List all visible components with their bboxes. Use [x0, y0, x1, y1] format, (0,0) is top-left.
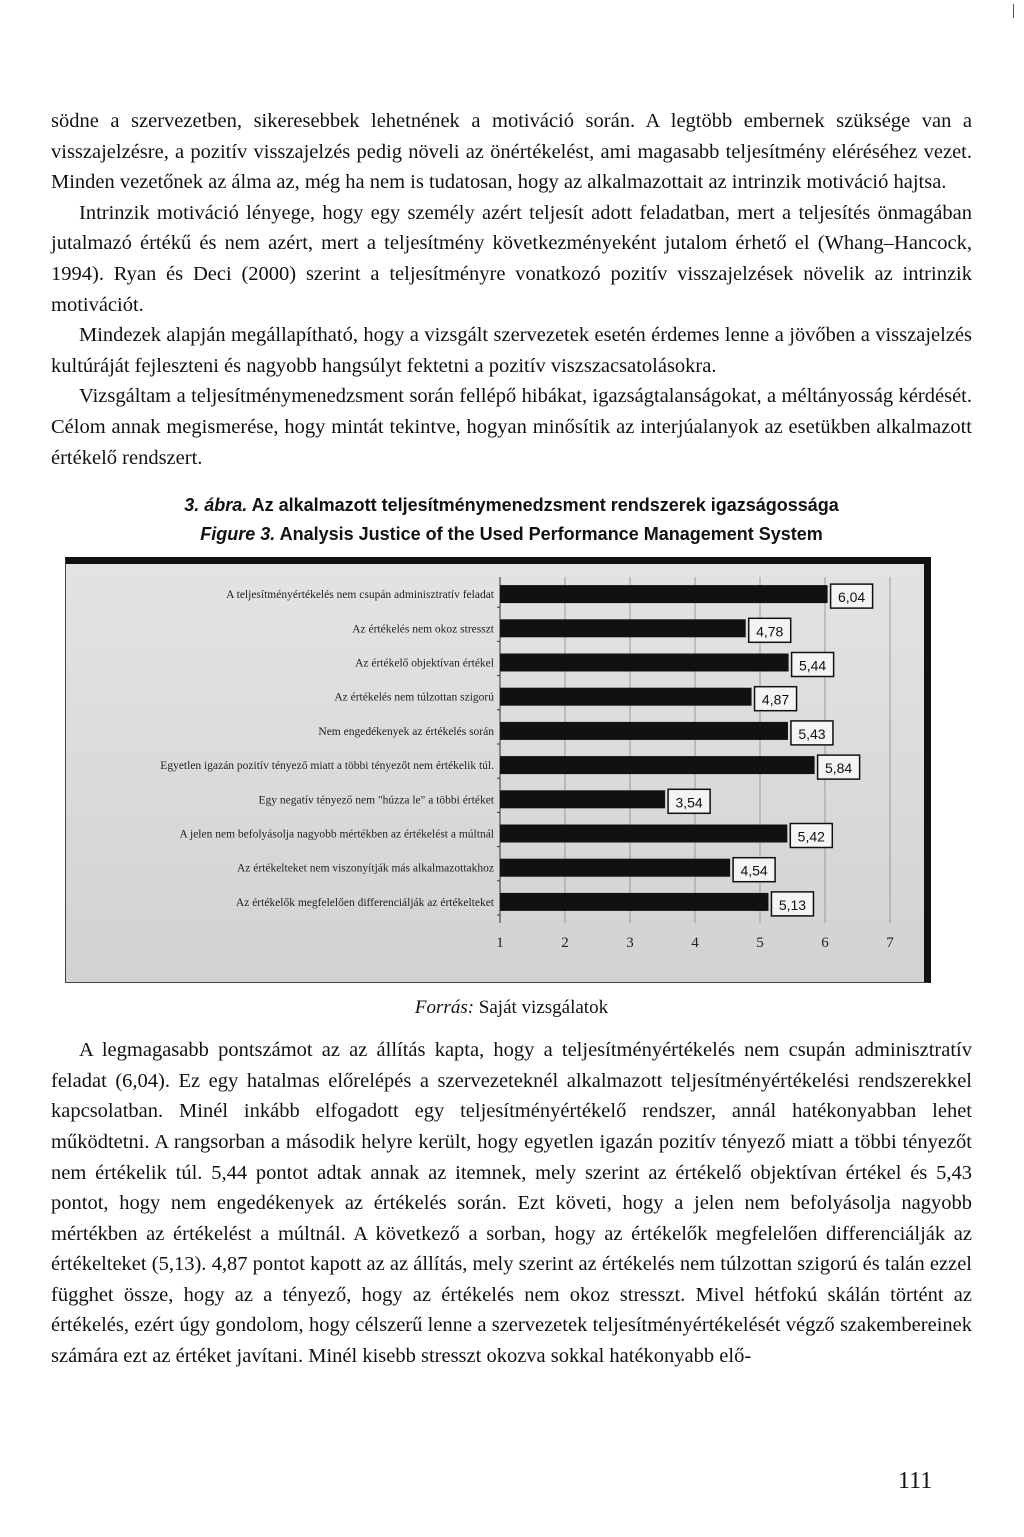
corner-mark [1013, 4, 1014, 18]
figure [65, 557, 937, 983]
bar [500, 756, 815, 774]
data-label: 5,43 [798, 726, 826, 743]
data-label: 5,42 [797, 828, 825, 845]
bar [500, 619, 746, 637]
data-label: 4,78 [756, 623, 784, 640]
page-number: 111 [898, 1468, 933, 1494]
x-tick-label: 6 [821, 935, 829, 952]
bar [500, 654, 789, 672]
x-tick-label: 7 [886, 935, 894, 952]
data-label: 4,87 [761, 691, 790, 708]
x-tick-label: 1 [496, 935, 504, 952]
paragraph-2: Intrinzik motiváció lényege, hogy egy személy azért teljesít adott feladatban, mert a teljesítés önmagában jutalmazó értékű és nem azért, mert a teljesítmény következményeként jutalom érhető el (Whang–Hancock, 1994). Ryan és Deci (2000) szerint a teljesítményre vonatkozó pozitív visszajelzések növelik az intrinzik motivációt. [51, 201, 972, 316]
bar [500, 790, 665, 808]
figure-title-en: Analysis Justice of the Used Performance Management System [279, 524, 823, 545]
category-label: A teljesítményértékelés nem csupán adminisztratív feladat [226, 589, 494, 602]
x-tick-label: 2 [561, 935, 569, 952]
bar [500, 688, 752, 706]
bar [500, 825, 787, 843]
figure-number-en: Figure 3. [200, 524, 276, 545]
x-tick-label: 4 [691, 935, 699, 952]
data-label: 6,04 [837, 589, 866, 606]
paragraph-5: A legmagasabb pontszámot az az állítás kapta, hogy a teljesítményértékelés nem csupán adminisztratív feladat (6,04). Ez egy hatalmas előrelépés a szervezeteknél alkalmazott teljesítményértékelési rendszerekkel kapcsolatban. Minél inkább elfogadott egy teljesítményértékelő rendszer, annál hatékonyabban lehet működtetni. A rangsorban a második helyre került, hogy egyetlen igazán pozitív tényező miatt a többi tényezőt nem értékelik túl. 5,44 pontot adtak annak az itemnek, mely szerint az értékelő objektívan értékel és 5,43 pontot, hogy nem engedékenyek az értékelés során. Ezt követi, hogy a jelen nem befolyásolja nagyobb mértékben az értékelést a múltnál. A következő a sorban, hogy az értékelők megfelelően differenciálják az értékelteket (5,13). 4,87 pontot kapott az az állítás, mely szerint az értékelés nem túlzottan szigorú és talán ezzel függhet össze, hogy az a tényező, hogy az értékelés nem okoz stresszt. Mivel hétfokú skálán történt az értékelés, ezért úgy gondolom, hogy célszerű lenne a szervezetek teljesítményértékelését végző szakembereinek számára ezt az értéket javítani. Minél kisebb stresszt okozva sokkal hatékonyabb elő- [51, 1039, 972, 1368]
source-label: Forrás: [414, 997, 475, 1019]
data-label: 3,54 [675, 794, 703, 811]
figure-caption-hu [51, 491, 972, 520]
bar-chart [65, 557, 931, 983]
bar [500, 859, 730, 877]
x-tick-label: 5 [756, 935, 764, 952]
figure-title-hu: Az alkalmazott teljesítménymenedzsment rendszerek igazságossága [251, 495, 839, 516]
source-text: Saját vizsgálatok [474, 997, 609, 1019]
category-label: Az értékelés nem okoz stresszt [352, 623, 494, 636]
figure-source [51, 997, 972, 1019]
figure-caption-en [51, 520, 972, 549]
category-label: Az értékelés nem túlzottan szigorú [334, 691, 494, 704]
data-label: 5,44 [798, 657, 827, 674]
paragraph-4: Vizsgáltam a teljesítménymenedzsment során fellépő hibákat, igazságtalanságokat, a méltányosság kérdését. Célom annak megismerése, hogy mintát tekintve, hogyan minősítik az interjúalanyok az esetükben alkalmazott értékelő rendszert. [51, 385, 972, 469]
category-label: Az értékelteket nem viszonyítják más alkalmazottakhoz [236, 862, 494, 875]
category-label: Egyetlen igazán pozitív tényező miatt a többi tényezőt nem értékelik túl. [160, 760, 494, 773]
data-label: 4,54 [740, 862, 768, 879]
data-label: 5,13 [778, 897, 807, 914]
category-label: Az értékelők megfelelően differenciálják az értékelteket [235, 897, 494, 910]
category-label: Egy negatív tényező nem "húzza le" a többi értéket [258, 794, 494, 807]
bar [500, 722, 788, 740]
category-label: Az értékelő objektívan értékel [355, 657, 494, 670]
x-tick-label: 3 [626, 935, 634, 952]
category-label: A jelen nem befolyásolja nagyobb mértékben az értékelést a múltnál [179, 828, 494, 841]
bar [500, 893, 768, 911]
paragraph-3: Mindezek alapján megállapítható, hogy a vizsgált szervezetek esetén érdemes lenne a jövőben a visszajelzés kultúráját fejleszteni és nagyobb hangsúlyt fektetni a pozitív viszszacsatolásokra. [51, 324, 972, 377]
page-content [51, 106, 972, 1372]
bar [500, 585, 828, 603]
paragraph-1: södne a szervezetben, sikeresebbek lehetnének a motiváció során. A legtöbb embernek szüksége van a visszajelzésre, a pozitív visszajelzés pedig növeli az önértékelést, ami magasabb teljesítmény eléréséhez vezet. Minden vezetőnek az álma az, még ha nem is tudatosan, hogy az alkalmazottait az intrinzik motiváció hajtsa. [51, 110, 972, 194]
data-label: 5,84 [824, 760, 853, 777]
figure-number-hu: 3. ábra. [184, 495, 248, 516]
category-label: Nem engedékenyek az értékelés során [318, 726, 494, 739]
